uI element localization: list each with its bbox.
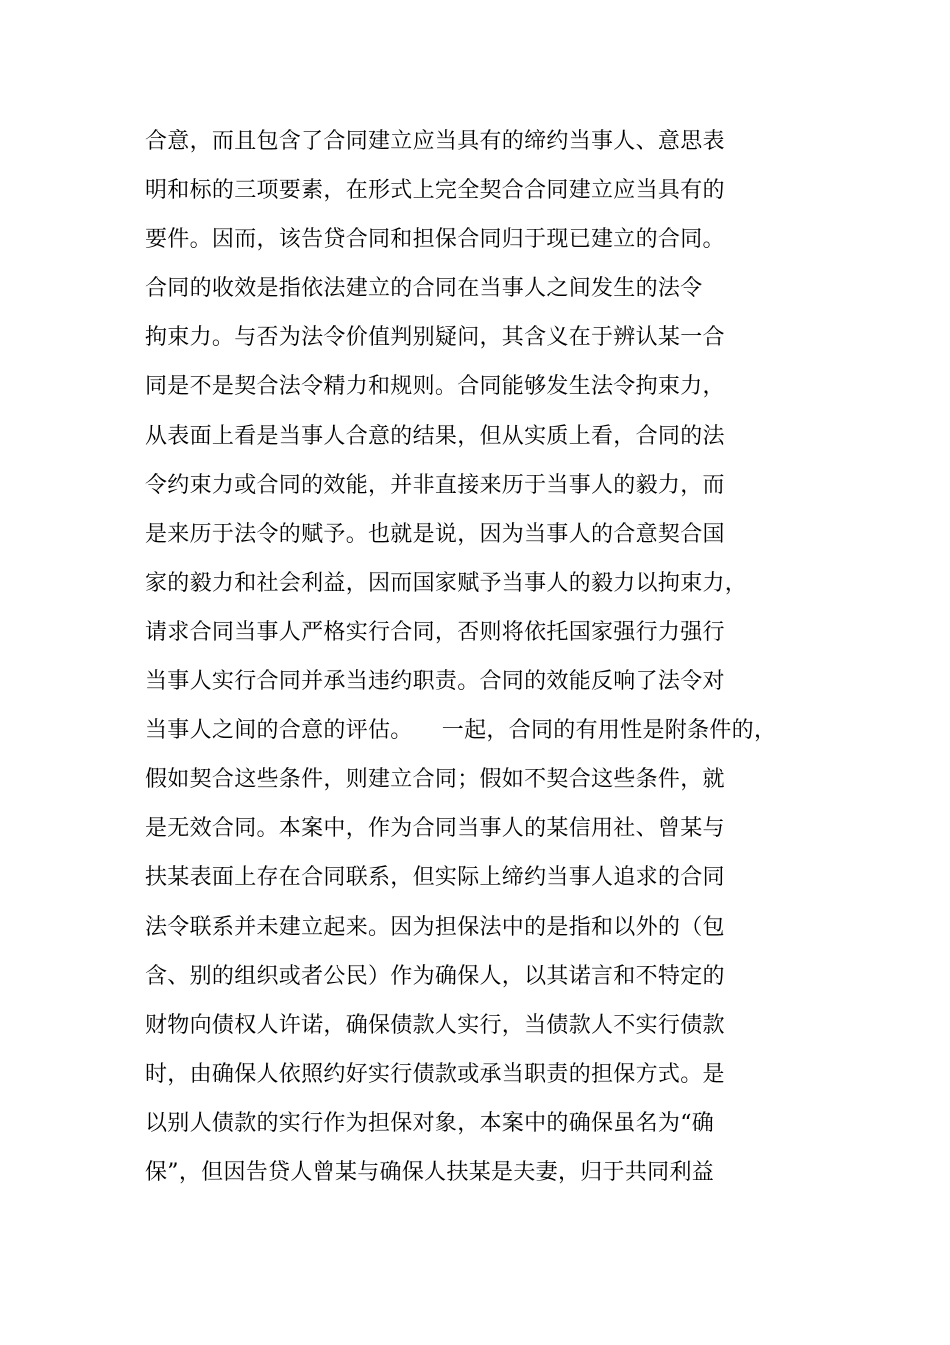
body-text: [145, 122, 785, 1202]
text-line-19: 财物向债权人许诺，确保债款人实行，当债款人不实行债款: [145, 1012, 725, 1038]
text-line-8: 令约束力或合同的效能，并非直接来历于当事人的毅力，而: [145, 472, 725, 498]
text-line-12: 当事人实行合同并承当违约职责。合同的效能反响了法令对: [145, 669, 725, 695]
text-line-1: 合意，而且包含了合同建立应当具有的缔约当事人、意思表: [145, 129, 725, 154]
text-line-18: 含、别的组织或者公民）作为确保人，以其诺言和不特定的: [145, 963, 725, 989]
text-line-10: 家的毅力和社会利益，因而国家赋予当事人的毅力以拘束力，: [145, 570, 748, 596]
text-line-2: 明和标的三项要素，在形式上完全契合合同建立应当具有的: [145, 178, 725, 204]
text-line-20: 时，由确保人依照约好实行债款或承当职责的担保方式。是: [145, 1061, 725, 1087]
text-line-6: 同是不是契合法令精力和规则。合同能够发生法令拘束力，: [145, 374, 725, 400]
text-line-21: 以别人债款的实行作为担保对象，本案中的确保虽名为“确: [145, 1110, 715, 1136]
text-line-15: 是无效合同。本案中，作为合同当事人的某信用社、曾某与: [145, 816, 725, 842]
text-line-3: 要件。因而，该告贷合同和担保合同归于现已建立的合同。: [145, 227, 725, 253]
text-line-22: 保”，但因告贷人曾某与确保人扶某是夫妻，归于共同利益: [145, 1159, 715, 1185]
text-line-16: 扶某表面上存在合同联系，但实际上缔约当事人追求的合同: [145, 865, 725, 891]
text-line-7: 从表面上看是当事人合意的结果，但从实质上看，合同的法: [145, 423, 725, 449]
text-line-17: 法令联系并未建立起来。因为担保法中的是指和以外的（包: [145, 914, 725, 940]
text-line-5: 拘束力。与否为法令价值判别疑问，其含义在于辨认某一合: [145, 325, 725, 351]
text-line-13: 当事人之间的合意的评估。 一起，合同的有用性是附条件的，: [145, 718, 777, 744]
text-line-14: 假如契合这些条件，则建立合同；假如不契合这些条件，就: [145, 767, 725, 793]
text-line-9: 是来历于法令的赋予。也就是说，因为当事人的合意契合国: [145, 521, 725, 547]
text-line-4: 合同的收效是指依法建立的合同在当事人之间发生的法令: [145, 276, 703, 302]
text-line-11: 请求合同当事人严格实行合同，否则将依托国家强行力强行: [145, 619, 725, 645]
